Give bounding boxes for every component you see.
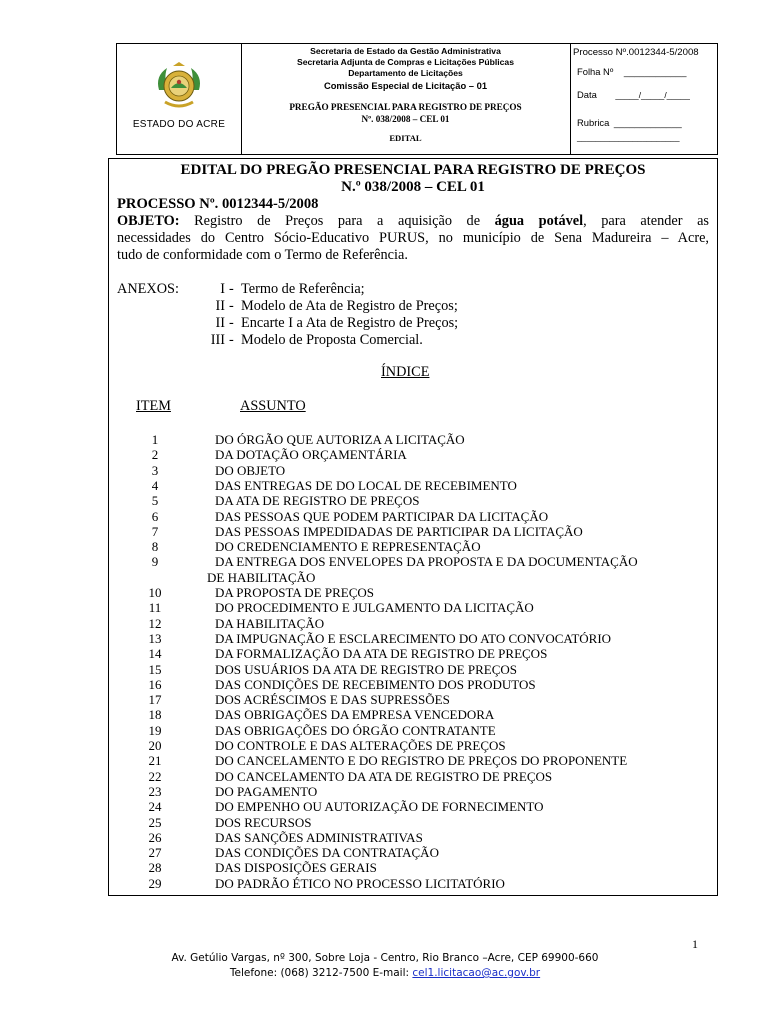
rubrica-label: Rubrica — [577, 117, 610, 128]
footer-address: Av. Getúlio Vargas, nº 300, Sobre Loja - Centro, Rio Branco –Acre, CEP 69900-660 — [171, 952, 599, 964]
edital-body — [108, 158, 718, 896]
anexo-text: Modelo de Proposta Comercial. — [241, 332, 423, 348]
index-item-subject: DO OBJETO — [215, 462, 286, 478]
index-item-number: 21 — [148, 753, 162, 769]
comissao-line: Comissão Especial de Licitação – 01 — [323, 80, 488, 91]
anexo-dash: - — [229, 332, 234, 348]
folha-blank: ____________ — [623, 66, 687, 77]
index-item-number: 7 — [151, 523, 159, 539]
index-item-subject: DAS CONDIÇÕES DA CONTRATAÇÃO — [215, 845, 439, 861]
index-item-number: 20 — [148, 738, 162, 753]
index-item-subject: DAS PESSOAS IMPEDIDADAS DE PARTICIPAR DA LICITAÇÃO — [215, 523, 583, 539]
objeto-line-2: necessidades do Centro Sócio-Educativo PURUS, no município de Sena Madureira – Acre, — [117, 230, 709, 246]
index-item-number: 27 — [148, 845, 162, 861]
rubrica-line: ______________________ — [577, 132, 680, 142]
objeto-pre: Registro de Preços para a aquisição de — [179, 213, 495, 229]
index-item-subject: DAS SANÇÕES ADMINISTRATIVAS — [215, 829, 423, 845]
index-item-number: 16 — [148, 676, 162, 692]
objeto-line-3: tudo de conformidade com o Termo de Referência. — [117, 247, 408, 263]
index-item-subject: DA HABILITAÇÃO — [215, 615, 325, 631]
index-item-subject: DAS DISPOSIÇÕES GERAIS — [215, 860, 377, 876]
index-item-number: 26 — [148, 829, 162, 845]
index-item-subject: DOS RECURSOS — [215, 814, 312, 830]
processo-heading: PROCESSO Nº. 0012344-5/2008 — [117, 196, 319, 212]
index-item-number: 25 — [148, 814, 162, 830]
assunto-header: ASSUNTO — [240, 398, 306, 414]
index-item-number: 12 — [148, 615, 162, 631]
index-item-number: 17 — [148, 692, 162, 708]
index-item-number: 5 — [151, 493, 159, 509]
index-item-subject: DO PADRÃO ÉTICO NO PROCESSO LICITATÓRIO — [215, 875, 505, 891]
index-item-number: 11 — [148, 600, 162, 616]
anexo-number: II — [215, 315, 225, 331]
secretaria-adjunta-line: Secretaria Adjunta de Compras e Licitações Públicas — [297, 57, 514, 67]
index-item-subject: DO PROCEDIMENTO E JULGAMENTO DA LICITAÇÃO — [215, 600, 534, 616]
index-item-number: 10 — [148, 585, 162, 600]
acre-seal-logo — [153, 60, 205, 112]
document-header — [116, 43, 718, 155]
data-blank: _____/_____/_____ — [615, 90, 690, 100]
index-item-number: 2 — [151, 447, 159, 463]
index-item-number: 14 — [148, 646, 162, 662]
index-item-subject: DA PROPOSTA DE PREÇOS — [215, 585, 374, 600]
index-item-subject: DAS PESSOAS QUE PODEM PARTICIPAR DA LICITAÇÃO — [215, 508, 549, 524]
pregao-line: PREGÃO PRESENCIAL PARA REGISTRO DE PREÇOS — [289, 102, 522, 112]
index-item-number: 24 — [148, 799, 162, 815]
index-item-number: 18 — [148, 707, 162, 723]
index-item-subject: DOS USUÁRIOS DA ATA DE REGISTRO DE PREÇOS — [215, 661, 517, 677]
index-item-number: 4 — [151, 477, 159, 493]
footer-email-link[interactable]: cel1.licitacao@ac.gov.br — [412, 967, 541, 979]
anexo-number: I — [220, 281, 225, 297]
index-item-number: 28 — [148, 860, 162, 876]
indice-title: ÍNDICE — [381, 364, 430, 380]
objeto-label: OBJETO: — [117, 213, 180, 229]
anexo-dash: - — [229, 298, 234, 314]
index-item-number: 19 — [148, 722, 162, 738]
index-item-number: 1 — [151, 432, 159, 447]
index-item-subject: DA IMPUGNAÇÃO E ESCLARECIMENTO DO ATO CONVOCATÓRIO — [215, 630, 612, 646]
index-item-subject: DO CANCELAMENTO DA ATA DE REGISTRO DE PREÇOS — [215, 768, 553, 784]
index-item-subject: DOS ACRÉSCIMOS E DAS SUPRESSÕES — [215, 692, 450, 708]
departamento-line: Departamento de Licitações — [348, 68, 463, 78]
index-item-subject: DA ATA DE REGISTRO DE PREÇOS — [215, 493, 420, 509]
edital-number: N.º 038/2008 – CEL 01 — [341, 179, 485, 195]
index-item-subject-cont: DE HABILITAÇÃO — [207, 569, 316, 585]
index-item-subject: DO EMPENHO OU AUTORIZAÇÃO DE FORNECIMENTO — [215, 799, 544, 815]
index-item-subject: DA FORMALIZAÇÃO DA ATA DE REGISTRO DE PREÇOS — [215, 646, 548, 662]
index-item-number: 15 — [148, 661, 162, 677]
edital-title: EDITAL DO PREGÃO PRESENCIAL PARA REGISTRO DE PREÇOS — [180, 162, 646, 178]
rubrica-blank: _____________ — [613, 117, 682, 128]
index-item-subject: DO CREDENCIAMENTO E REPRESENTAÇÃO — [215, 539, 481, 555]
anexos-label: ANEXOS: — [117, 281, 179, 297]
logo-cell — [117, 44, 242, 154]
index-item-subject: DAS CONDIÇÕES DE RECEBIMENTO DOS PRODUTOS — [215, 676, 536, 692]
data-field — [577, 89, 690, 100]
folha-field — [577, 66, 686, 77]
footer-contact — [0, 967, 770, 979]
anexo-text: Encarte I a Ata de Registro de Preços; — [241, 315, 459, 331]
footer-phone: Telefone: (068) 3212-7500 E-mail: — [229, 967, 413, 979]
index-item-number: 22 — [148, 768, 162, 784]
index-item-subject: DA DOTAÇÃO ORÇAMENTÁRIA — [215, 447, 407, 463]
index-item-subject: DO ÓRGÃO QUE AUTORIZA A LICITAÇÃO — [215, 432, 465, 447]
index-item-subject: DO PAGAMENTO — [215, 783, 318, 799]
folha-label: Folha Nº — [577, 66, 614, 77]
data-label: Data — [577, 89, 597, 100]
index-item-subject: DAS ENTREGAS DE DO LOCAL DE RECEBIMENTO — [215, 477, 517, 493]
processo-number: Processo Nº.0012344-5/2008 — [573, 47, 699, 58]
numero-line: Nº. 038/2008 – CEL 01 — [361, 114, 450, 124]
objeto-line-1 — [117, 213, 709, 230]
index-item-number: 3 — [151, 462, 159, 478]
index-item-subject: DO CANCELAMENTO E DO REGISTRO DE PREÇOS DO PROPONENTE — [215, 753, 628, 769]
anexo-number: II — [215, 298, 225, 314]
index-item-number: 9 — [151, 554, 159, 570]
index-item-subject: DAS OBRIGAÇÕES DA EMPRESA VENCEDORA — [215, 707, 495, 723]
estado-label: ESTADO DO ACRE — [132, 119, 226, 130]
edital-line: EDITAL — [389, 133, 422, 143]
anexo-text: Modelo de Ata de Registro de Preços; — [241, 298, 458, 314]
page-number: 1 — [692, 937, 698, 951]
index-item-number: 29 — [148, 875, 162, 891]
anexo-text: Termo de Referência; — [241, 281, 365, 297]
anexo-dash: - — [229, 281, 234, 297]
index-item-subject: DA ENTREGA DOS ENVELOPES DA PROPOSTA E DA DOCUMENTAÇÃO — [215, 554, 638, 570]
index-item-subject: DO CONTROLE E DAS ALTERAÇÕES DE PREÇOS — [215, 738, 506, 753]
item-header: ITEM — [136, 398, 171, 414]
anexo-dash: - — [229, 315, 234, 331]
index-item-number: 13 — [148, 630, 162, 646]
objeto-post: , para atender as — [583, 213, 709, 229]
anexo-number: III — [210, 332, 225, 348]
secretaria-line: Secretaria de Estado da Gestão Administrativa — [310, 46, 501, 56]
rubrica-field — [577, 117, 682, 128]
index-item-number: 23 — [148, 783, 162, 799]
index-item-subject: DAS OBRIGAÇÕES DO ÓRGÃO CONTRATANTE — [215, 722, 496, 738]
processo-cell — [570, 44, 718, 154]
objeto-bold: água potável — [494, 213, 584, 229]
index-item-number: 6 — [151, 508, 159, 524]
index-item-number: 8 — [151, 539, 159, 555]
